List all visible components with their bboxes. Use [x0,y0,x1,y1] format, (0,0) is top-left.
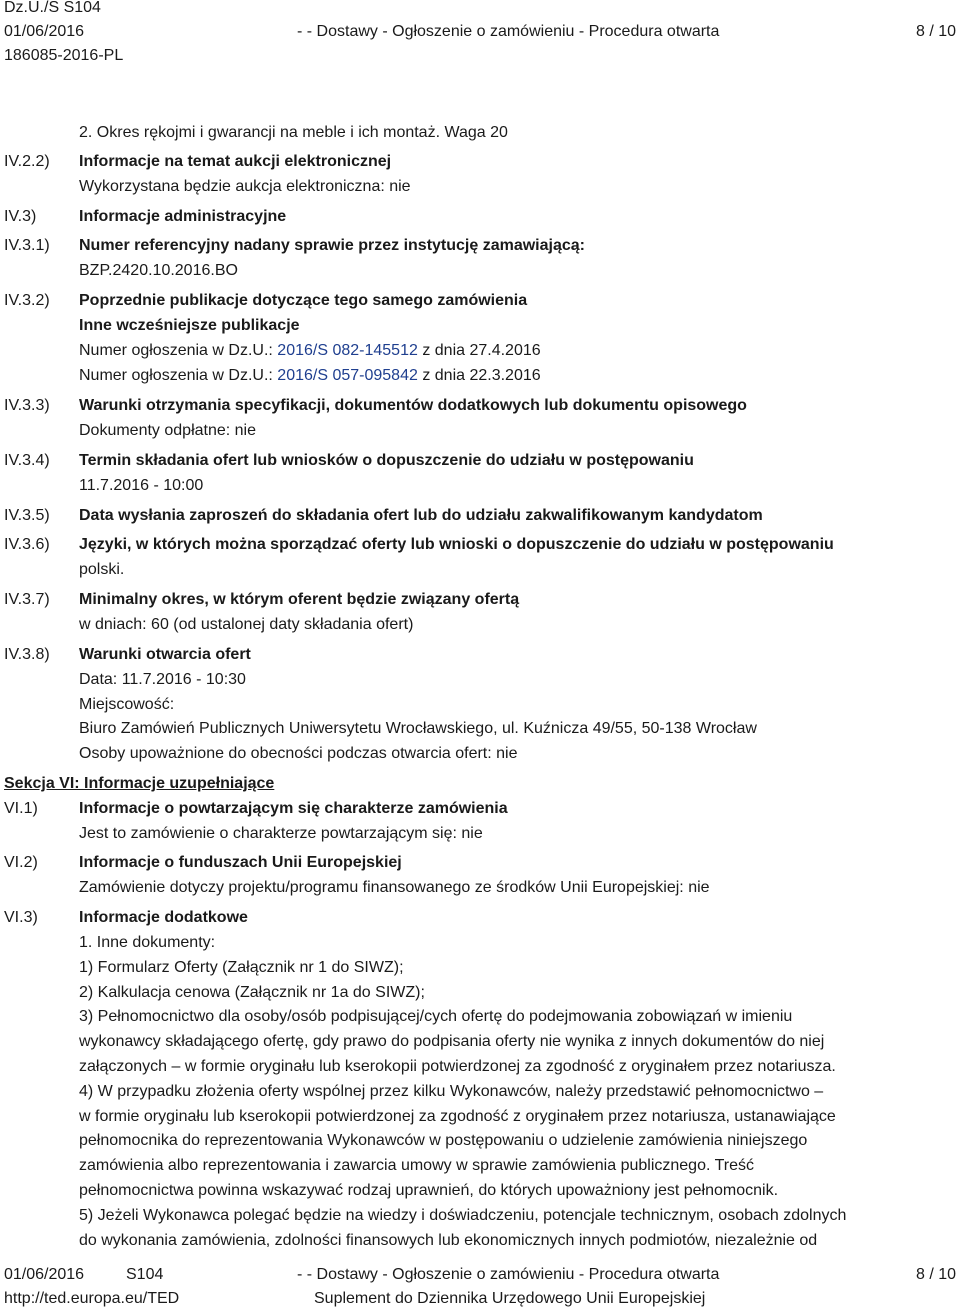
text-line: do wykonania zamówienia, zdolności finansowych lub ekonomicznych innych podmiotów, niezależnie od [79,1232,818,1249]
heading-eu-funds: Informacje o funduszach Unii Europejskiej [79,854,402,871]
heading-other-publications: Inne wcześniejsze publikacje [79,317,300,334]
text-line: 3) Pełnomocnictwo dla osoby/osób podpisującej/cych ofertę do podejmowania zobowiązań w imieniu [79,1008,793,1025]
text-line: Zamówienie dotyczy projektu/programu finansowanego ze środków Unii Europejskiej: nie [79,879,710,896]
reference-number-value: BZP.2420.10.2016.BO [79,262,238,279]
header-page-number: 8 / 10 [915,23,956,40]
heading-electronic-auction: Informacje na temat aukcji elektronicznej [79,153,392,170]
text-line: 2. Okres rękojmi i gwarancji na meble i ich montaż. Waga 20 [79,124,508,141]
header-doc-ref: Dz.U./S S104 [4,0,101,16]
label-iv32: IV.3.2) [4,292,50,309]
publication-label: Numer ogłoszenia w Dz.U.: [79,342,278,359]
footer-doc-ref: S104 [126,1266,164,1283]
publication-row [79,341,541,361]
text-line: pełnomocnika do reprezentowania Wykonawców w postępowaniu o udzielenie zamówienia niniejszego [79,1132,808,1149]
publication-row [79,366,541,386]
footer-url[interactable]: http://ted.europa.eu/TED [4,1290,180,1307]
footer-page-number: 8 / 10 [915,1266,956,1283]
text-line: 4) W przypadku złożenia oferty wspólnej przez kilku Wykonawców, należy przedstawić pełnomocnictwo – [79,1083,824,1100]
heading-invitation-date: Data wysłania zaproszeń do składania ofert lub do udziału zakwalifikowanym kandydatom [79,507,763,524]
text-line: pełnomocnictwa powinna wskazywać rodzaj uprawnień, do których upoważniony jest pełnomocnik. [79,1182,779,1199]
text-line: w dniach: 60 (od ustalonej daty składania ofert) [79,616,414,633]
heading-specification-conditions: Warunki otrzymania specyfikacji, dokumentów dodatkowych lub dokumentu opisowego [79,397,747,414]
text-line: Wykorzystana będzie aukcja elektroniczna: nie [79,178,411,195]
text-line: Jest to zamówienie o charakterze powtarzającym się: nie [79,825,483,842]
languages-value: polski. [79,561,125,578]
text-line: Osoby upoważnione do obecności podczas otwarcia ofert: nie [79,745,518,762]
footer-supplement: Suplement do Dziennika Urzędowego Unii Europejskiej [314,1290,706,1307]
section-vi-title: Sekcja VI: Informacje uzupełniające [4,775,275,792]
submission-deadline-value: 11.7.2016 - 10:00 [79,477,204,494]
label-vi1: VI.1) [4,800,38,817]
heading-languages: Języki, w których można sporządzać oferty lub wnioski o dopuszczenie do udziału w postępowaniu [79,536,834,553]
footer-title: - - Dostawy - Ogłoszenie o zamówieniu - Procedura otwarta [297,1266,720,1283]
header-notice-id: 186085-2016-PL [4,47,124,64]
label-iv35: IV.3.5) [4,507,50,524]
label-vi3: VI.3) [4,909,38,926]
text-line: wykonawcy składającego ofertę, gdy prawo do podpisania oferty nie wynika z innych dokumentów do niej [79,1033,825,1050]
label-iv37: IV.3.7) [4,591,50,608]
label-iv22: IV.2.2) [4,153,50,170]
text-line: Dokumenty odpłatne: nie [79,422,256,439]
publication-link[interactable]: 2016/S 082-145512 [277,342,418,359]
publication-label: Numer ogłoszenia w Dz.U.: [79,367,278,384]
heading-previous-publications: Poprzednie publikacje dotyczące tego samego zamówienia [79,292,528,309]
text-line: Miejscowość: [79,696,175,713]
text-line: Biuro Zamówień Publicznych Uniwersytetu Wrocławskiego, ul. Kuźnicza 49/55, 50-138 Wrocław [79,720,757,737]
heading-reference-number: Numer referencyjny nadany sprawie przez instytucję zamawiającą: [79,237,585,254]
label-iv38: IV.3.8) [4,646,50,663]
publication-link[interactable]: 2016/S 057-095842 [277,367,418,384]
text-line: w formie oryginału lub kserokopii potwierdzonej za zgodność z oryginałem przez notariusza, ustanawiające [79,1108,836,1125]
text-line: Data: 11.7.2016 - 10:30 [79,671,246,688]
heading-additional-info: Informacje dodatkowe [79,909,248,926]
text-line: 1) Formularz Oferty (Załącznik nr 1 do SIWZ); [79,959,404,976]
label-iv34: IV.3.4) [4,452,50,469]
publication-date: z dnia 27.4.2016 [417,342,541,359]
heading-submission-deadline: Termin składania ofert lub wniosków o dopuszczenie do udziału w postępowaniu [79,452,694,469]
heading-administrative-info: Informacje administracyjne [79,208,287,225]
text-line: zamówienia albo reprezentowania i zawarcia umowy w sprawie zamówienia publicznego. Treść [79,1157,754,1174]
label-iv33: IV.3.3) [4,397,50,414]
label-iv3: IV.3) [4,208,37,225]
header-date: 01/06/2016 [4,23,85,40]
label-iv36: IV.3.6) [4,536,50,553]
text-line: 5) Jeżeli Wykonawca polegać będzie na wiedzy i doświadczeniu, potencjale technicznym, osobach zdolnych [79,1207,847,1224]
label-iv31: IV.3.1) [4,237,50,254]
footer-date: 01/06/2016 [4,1266,85,1283]
text-line: załączonych – w formie oryginału lub kserokopii potwierdzonej za zgodność z oryginałem przez notariusza. [79,1058,836,1075]
header-title: - - Dostawy - Ogłoszenie o zamówieniu - Procedura otwarta [297,23,720,40]
text-line: 1. Inne dokumenty: [79,934,216,951]
heading-recurrence: Informacje o powtarzającym się charakterze zamówienia [79,800,508,817]
publication-date: z dnia 22.3.2016 [417,367,541,384]
heading-opening-conditions: Warunki otwarcia ofert [79,646,251,663]
text-line: 2) Kalkulacja cenowa (Załącznik nr 1a do SIWZ); [79,984,425,1001]
label-vi2: VI.2) [4,854,38,871]
heading-minimum-period: Minimalny okres, w którym oferent będzie związany ofertą [79,591,520,608]
